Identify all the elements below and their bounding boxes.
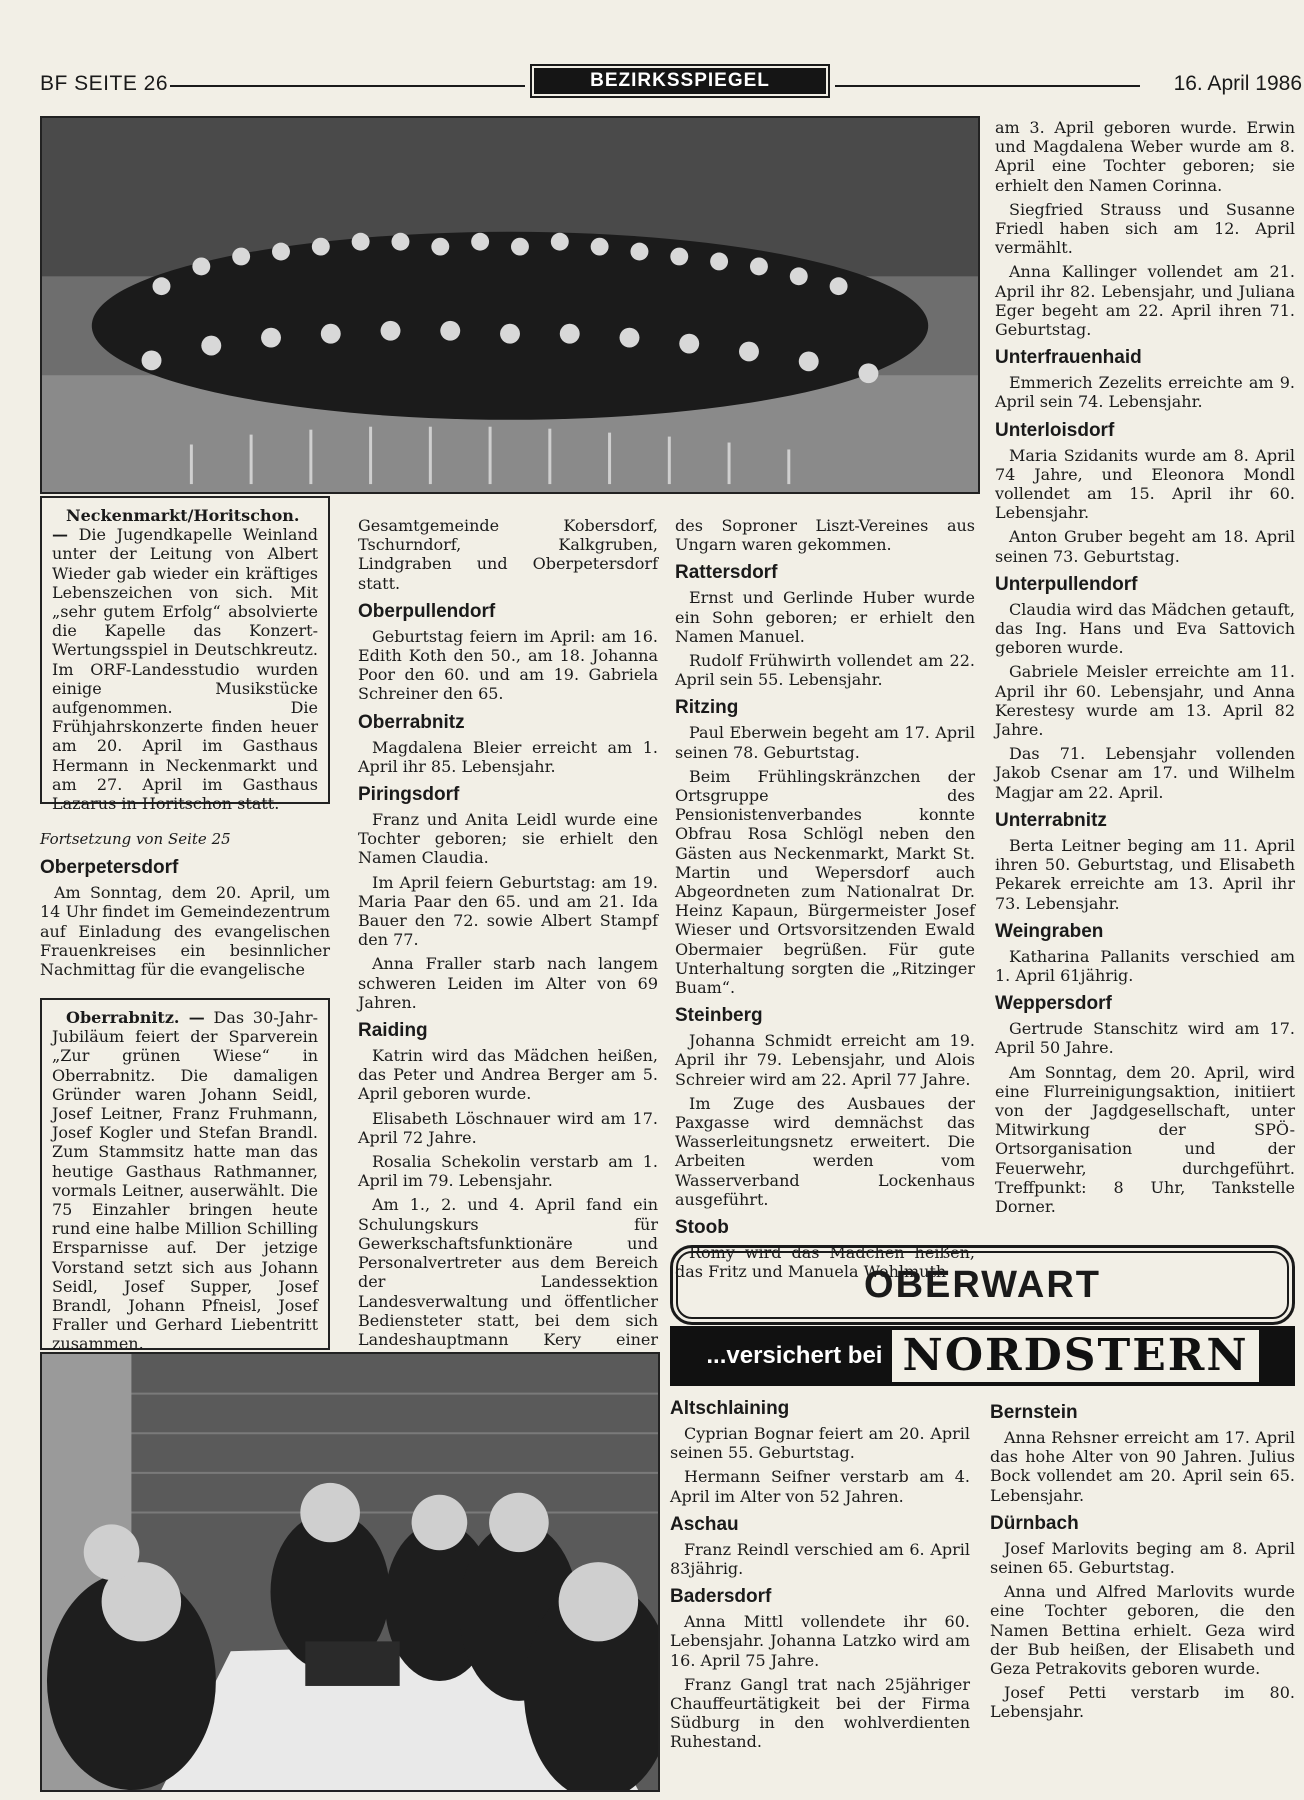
paragraph: Anna und Alfred Marlovits wurde eine Tochter geboren, die den Namen Bettina erhielt. Geza wird der Bub heißen, der Elisabeth und Geza Petrakovits geboren wurde. [990,1582,1295,1679]
heading-steinberg: Steinberg [675,1005,763,1027]
paragraph: Beim Frühlingskränzchen der Ortsgruppe des Pensionistenverbandes konnte Obfrau Rosa Schlögl neben den Gästen aus Neckenmarkt, Markt St. Martin und Wepersdorf auch Abgeordneten zum Nationalrat Dr. Heinz Kapaun, Bürgermeister Josef Wieser und Ortsvorsitzenden Ewald Obermaier begrüßen. Für gute Unterhaltung sorgten die „Ritzinger Buam“. [675,766,975,998]
article-neckenmarkt [40,496,330,814]
article-body: Das 30-Jahr-Jubiläum feiert der Sparverein „Zur grünen Wiese“ in Oberrabnitz. Die damaligen Gründer waren Johann Seidl, Josef Leitner, Franz Fruhmann, Josef Kogler und Stefan Brandl. Zum Stammsitz hatte man das heutige Gasthaus Rathmanner, vormals Leitner, auserwählt. Die 75 Einzahler bringen heute rund eine halbe Million Schilling Ersparnisse auf. Der jetzige Vorstand setzt sich aus Johann Seidl, Josef Supper, Josef Brandl, Johann Pfneisl, Josef Fraller und Gerhard Liebentritt zusammen. [52,1008,318,1354]
article-body: Die Jugendkapelle Weinland unter der Leitung von Albert Wieder gab wieder ein kräftiges Lebenszeichen von sich. Mit „sehr gutem Erfolg“ absolvierte die Kapelle das Konzert-Wertungsspiel in Deutschkreutz. Im ORF-Landesstudio wurden einige Musikstücke aufgenommen. Die Frühjahrskonzerte finden heuer am 20. April im Gasthaus Hermann in Neckenmarkt und am 27. April im Gasthaus Lazarus in Horitschon statt. [52,525,318,814]
heading-unterloisdorf: Unterloisdorf [995,419,1115,441]
paragraph: Elisabeth Löschnauer wird am 17. April 72 Jahre. [358,1108,658,1147]
paragraph: des Soproner Liszt-Vereines aus Ungarn waren gekommen. [675,516,975,555]
page-number: BF SEITE 26 [40,72,169,95]
article-lead: Neckenmarkt/Horitschon. — [52,506,300,545]
heading-oberrabnitz: Oberrabnitz [358,711,465,733]
continuation-note: Fortsetzung von Seite 25 [40,830,231,848]
column-1-text [40,830,330,984]
heading-weppersdorf: Weppersdorf [995,993,1112,1015]
column-4-text [995,118,1295,1221]
column-6-text [990,1402,1295,1727]
ad-oberwart-banner [670,1245,1295,1325]
header-rule-right [835,85,1140,87]
ad-tagline: ...versichert bei [706,1342,883,1369]
paragraph: Paul Eberwein begeht am 17. April seinen 78. Geburtstag. [675,723,975,762]
paragraph: Das 71. Lebensjahr vollenden Jakob Csenar am 17. und Wilhelm Magjar am 22. April. [995,744,1295,802]
paragraph: Franz und Anita Leidl wurde eine Tochter geboren; sie erhielt den Namen Claudia. [358,810,658,868]
paragraph: Gabriele Meisler erreichte am 11. April ihr 60. Lebensjahr, und Anna Kerestesy wurde am 13. April 82 Jahre. [995,662,1295,740]
column-5-text [670,1398,970,1757]
paragraph: Rosalia Schekolin verstarb am 1. April im 79. Lebensjahr. [358,1152,658,1191]
paragraph: Am 1., 2. und 4. April fand ein Schulungskurs für Gewerkschaftsfunktionäre und Personalvertreter aus dem Bereich der Landessektion Landesverwaltung und öffentlicher Bediensteter statt, bei dem sich Landeshauptmann Kery einer [358,1195,658,1349]
paragraph: Josef Petti verstarb im 80. Lebensjahr. [990,1683,1295,1722]
ad-oberwart-text: OBERWART [676,1251,1289,1319]
paragraph: Im Zuge des Ausbaues der Paxgasse wird demnächst das Wasserleitungsnetz erweitert. Die Arbeiten werden vom Wasserverband Lockenhaus ausgeführt. [675,1093,975,1209]
paragraph: Am Sonntag, dem 20. April, um 14 Uhr findet im Gemeindezentrum auf Einladung des evangelischen Frauenkreises ein besinnlicher Nachmittag für die evangelische [40,883,330,980]
heading-ritzing: Ritzing [675,697,739,719]
paragraph: Anna Kallinger vollendet am 21. April ihr 82. Lebensjahr, und Juliana Eger begeht am 22. April ihren 71. Geburtstag. [995,262,1295,340]
paragraph: Josef Marlovits beging am 8. April seinen 65. Geburtstag. [990,1538,1295,1578]
ad-nordstern-banner [670,1326,1295,1386]
paragraph: Rudolf Frühwirth vollendet am 22. April sein 55. Lebensjahr. [675,651,975,690]
paragraph: Am Sonntag, dem 20. April, wird eine Flurreinigungsaktion, initiiert von der Jagdgesellschaft, unter Mitwirkung der SPÖ-Ortsorganisation und der Feuerwehr, durchgeführt. Treffpunkt: 8 Uhr, Tankstelle Dorner. [995,1062,1295,1216]
paragraph: Anton Gruber begeht am 18. April seinen 73. Geburtstag. [995,527,1295,566]
paragraph: Maria Szidanits wurde am 8. April 74 Jahre, und Eleonora Mondl vollendet am 15. April ihr 60. Lebensjahr. [995,445,1295,523]
heading-badersdorf: Badersdorf [670,1586,772,1608]
heading-unterrabnitz: Unterrabnitz [995,809,1107,831]
paragraph: Anna Mittl vollendete ihr 60. Lebensjahr. Johanna Latzko wird am 16. April 75 Jahre. [670,1612,970,1670]
column-3-text [675,516,975,1287]
paragraph: Im April feiern Geburtstag: am 19. Maria Paar den 65. und am 21. Ida Bauer den 72. sowie Albert Stampf den 77. [358,872,658,950]
paragraph: Gesamtgemeinde Kobersdorf, Tschurndorf, Kalkgruben, Lindgraben und Oberpetersdorf statt. [358,516,658,593]
heading-unterfrauenhaid: Unterfrauenhaid [995,347,1142,369]
paragraph: Katrin wird das Mädchen heißen, das Peter und Andrea Berger am 5. April geboren wurde. [358,1046,658,1104]
paragraph: Gertrude Stanschitz wird am 17. April 50 Jahre. [995,1019,1295,1058]
meeting-photo-image [42,1354,658,1790]
issue-date: 16. April 1986 [1173,72,1302,95]
heading-rattersdorf: Rattersdorf [675,562,778,584]
page-header [40,64,1302,104]
section-title-box [530,64,830,98]
section-title: BEZIRKSSPIEGEL [534,68,826,94]
heading-stoob: Stoob [675,1217,729,1239]
paragraph: Romy wird das Mädchen heißen, das Fritz und Manuela Wohlmuth [675,1243,975,1282]
paragraph: Emmerich Zezelits erreichte am 9. April sein 74. Lebensjahr. [995,373,1295,412]
paragraph: Cyprian Bognar feiert am 20. April seinen 55. Geburtstag. [670,1424,970,1463]
heading-duernbach: Dürnbach [990,1512,1079,1534]
article-lead: Oberrabnitz. — [66,1008,205,1027]
paragraph: Anna Fraller starb nach langem schweren Leiden im Alter von 69 Jahren. [358,954,658,1012]
heading-weingraben: Weingraben [995,920,1104,942]
photo-youth-band [40,116,980,494]
paragraph: Geburtstag feiern im April: am 16. Edith Koth den 50., am 18. Johanna Poor den 60. und am 19. Gabriela Schreiner den 65. [358,626,658,704]
photo-sparverein-meeting [40,1352,660,1792]
paragraph: Magdalena Bleier erreicht am 1. April ihr 85. Lebensjahr. [358,737,658,776]
ad-brand: NORDSTERN [892,1330,1258,1382]
heading-piringsdorf: Piringsdorf [358,784,460,806]
paragraph: Katharina Pallanits verschied am 1. April 61jährig. [995,946,1295,985]
paragraph: am 3. April geboren wurde. Erwin und Magdalena Weber wurde am 8. April eine Tochter geboren; sie erhielt den Namen Corinna. [995,118,1295,195]
heading-aschau: Aschau [670,1513,739,1535]
paragraph: Johanna Schmidt erreicht am 19. April ihr 79. Lebensjahr, und Alois Schreier wird am 22. April 77 Jahre. [675,1031,975,1089]
band-photo-image [42,118,978,492]
paragraph: Franz Reindl verschied am 6. April 83jährig. [670,1539,970,1579]
paragraph: Siegfried Strauss und Susanne Friedl haben sich am 12. April vermählt. [995,199,1295,258]
article-oberrabnitz-sparverein [40,998,330,1354]
heading-oberpullendorf: Oberpullendorf [358,600,496,622]
heading-altschlaining: Altschlaining [670,1398,790,1419]
heading-unterpullendorf: Unterpullendorf [995,573,1138,595]
paragraph: Berta Leitner beging am 11. April ihren 50. Geburtstag, und Elisabeth Pekarek erreichte am 13. April ihr 73. Lebensjahr. [995,835,1295,913]
paragraph: Hermann Seifner verstarb am 4. April im Alter von 52 Jahren. [670,1467,970,1506]
heading-oberpetersdorf: Oberpetersdorf [40,857,179,879]
paragraph: Claudia wird das Mädchen getauft, das Ing. Hans und Eva Sattovich geboren wurde. [995,599,1295,658]
column-2-text [358,516,658,1417]
paragraph: Ernst und Gerlinde Huber wurde ein Sohn geboren; er erhielt den Namen Manuel. [675,588,975,646]
paragraph: Franz Gangl trat nach 25jähriger Chauffeurtätigkeit bei der Firma Südburg in den wohlverdienten Ruhestand. [670,1674,970,1752]
heading-bernstein: Bernstein [990,1402,1078,1423]
header-rule-left [170,85,525,87]
paragraph: Anna Rehsner erreicht am 17. April das hohe Alter von 90 Jahren. Julius Bock vollendet am 20. April sein 65. Lebensjahr. [990,1428,1295,1505]
heading-raiding: Raiding [358,1020,428,1042]
